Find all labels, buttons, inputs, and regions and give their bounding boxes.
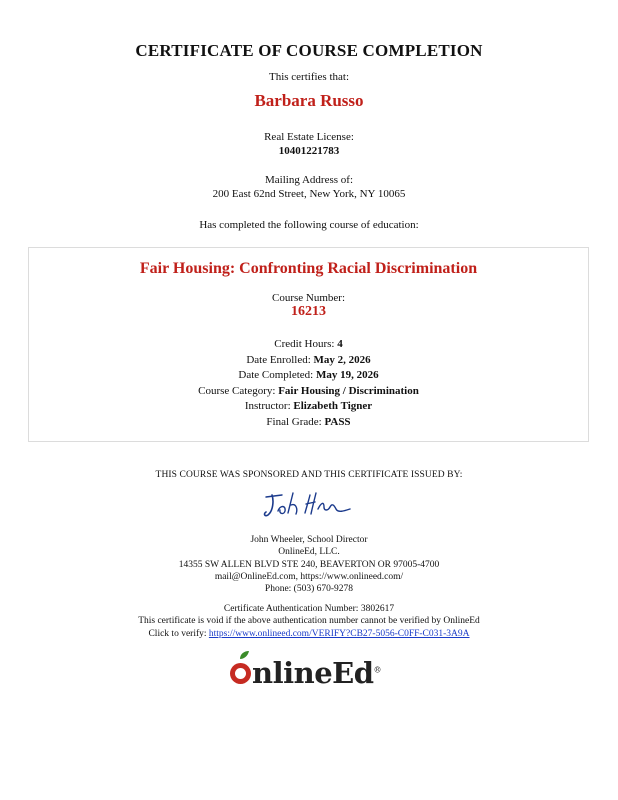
grade-value: PASS (324, 415, 351, 428)
verify-link[interactable]: https://www.onlineed.com/VERIFY?CB27-5056-C0FF-C031-3A9A (208, 628, 470, 639)
course-details (29, 337, 588, 430)
signature-image (258, 487, 358, 523)
sponsor-info (0, 534, 618, 595)
course-number: 16213 (291, 304, 326, 319)
license-label: Real Estate License: (264, 131, 354, 143)
logo-text: nlineEd (252, 656, 374, 690)
license-number: 10401221783 (278, 145, 340, 157)
authentication-info (0, 603, 618, 640)
date-completed-value: May 19, 2026 (315, 369, 379, 381)
category-label: Course Category: (198, 384, 276, 397)
instructor-value: Elizabeth Tigner (293, 400, 373, 412)
authentication-number: Certificate Authentication Number: 3802617 (223, 604, 395, 614)
void-notice: This certificate is void if the above authentication number cannot be verified by OnlineEd (138, 616, 480, 627)
credit-hours-row (29, 337, 588, 353)
date-completed-row (29, 368, 588, 384)
mailing-address: 200 East 62nd Street, New York, NY 10065 (212, 188, 406, 200)
category-row (29, 384, 588, 400)
instructor-label: Instructor: (244, 400, 291, 412)
instructor-row (29, 399, 588, 415)
completed-text: Has completed the following course of education: (199, 219, 419, 231)
date-enrolled-row (29, 353, 588, 369)
date-completed-label: Date Completed: (238, 369, 314, 381)
sponsor-heading: THIS COURSE WAS SPONSORED AND THIS CERTIFICATE ISSUED BY: (155, 470, 463, 480)
onlineed-logo (230, 650, 390, 690)
sponsor-company: OnlineEd, LLC. (278, 547, 340, 558)
mailing-label: Mailing Address of: (265, 174, 353, 186)
registered-mark: ® (373, 665, 382, 675)
logo-wordmark (230, 656, 381, 690)
apple-o-icon (230, 663, 251, 684)
sponsor-address: 14355 SW ALLEN BLVD STE 240, BEAVERTON OR 97005-4700 (178, 559, 440, 570)
grade-label: Final Grade: (266, 415, 322, 428)
certifies-text: This certifies that: (268, 71, 350, 83)
grade-row (29, 415, 588, 431)
certificate-title: CERTIFICATE OF COURSE COMPLETION (135, 41, 483, 60)
verify-label: Click to verify: (148, 628, 207, 639)
sponsor-signatory: John Wheeler, School Director (250, 535, 368, 545)
license-block (0, 130, 618, 158)
date-enrolled-label: Date Enrolled: (246, 353, 311, 366)
course-title: Fair Housing: Confronting Racial Discrimination (139, 260, 478, 277)
category-value: Fair Housing / Discrimination (278, 384, 419, 397)
date-enrolled-value: May 2, 2026 (313, 353, 371, 366)
sponsor-contact: mail@OnlineEd.com, https://www.onlineed.com/ (214, 571, 404, 582)
mailing-block (0, 173, 618, 201)
course-number-label: Course Number: (271, 292, 345, 304)
credit-hours-value: 4 (337, 338, 343, 350)
credit-hours-label: Credit Hours: (274, 338, 335, 350)
sponsor-phone: Phone: (503) 670-9278 (264, 584, 354, 595)
recipient-name: Barbara Russo (254, 91, 364, 110)
course-box (28, 247, 589, 442)
verify-row (0, 628, 618, 640)
